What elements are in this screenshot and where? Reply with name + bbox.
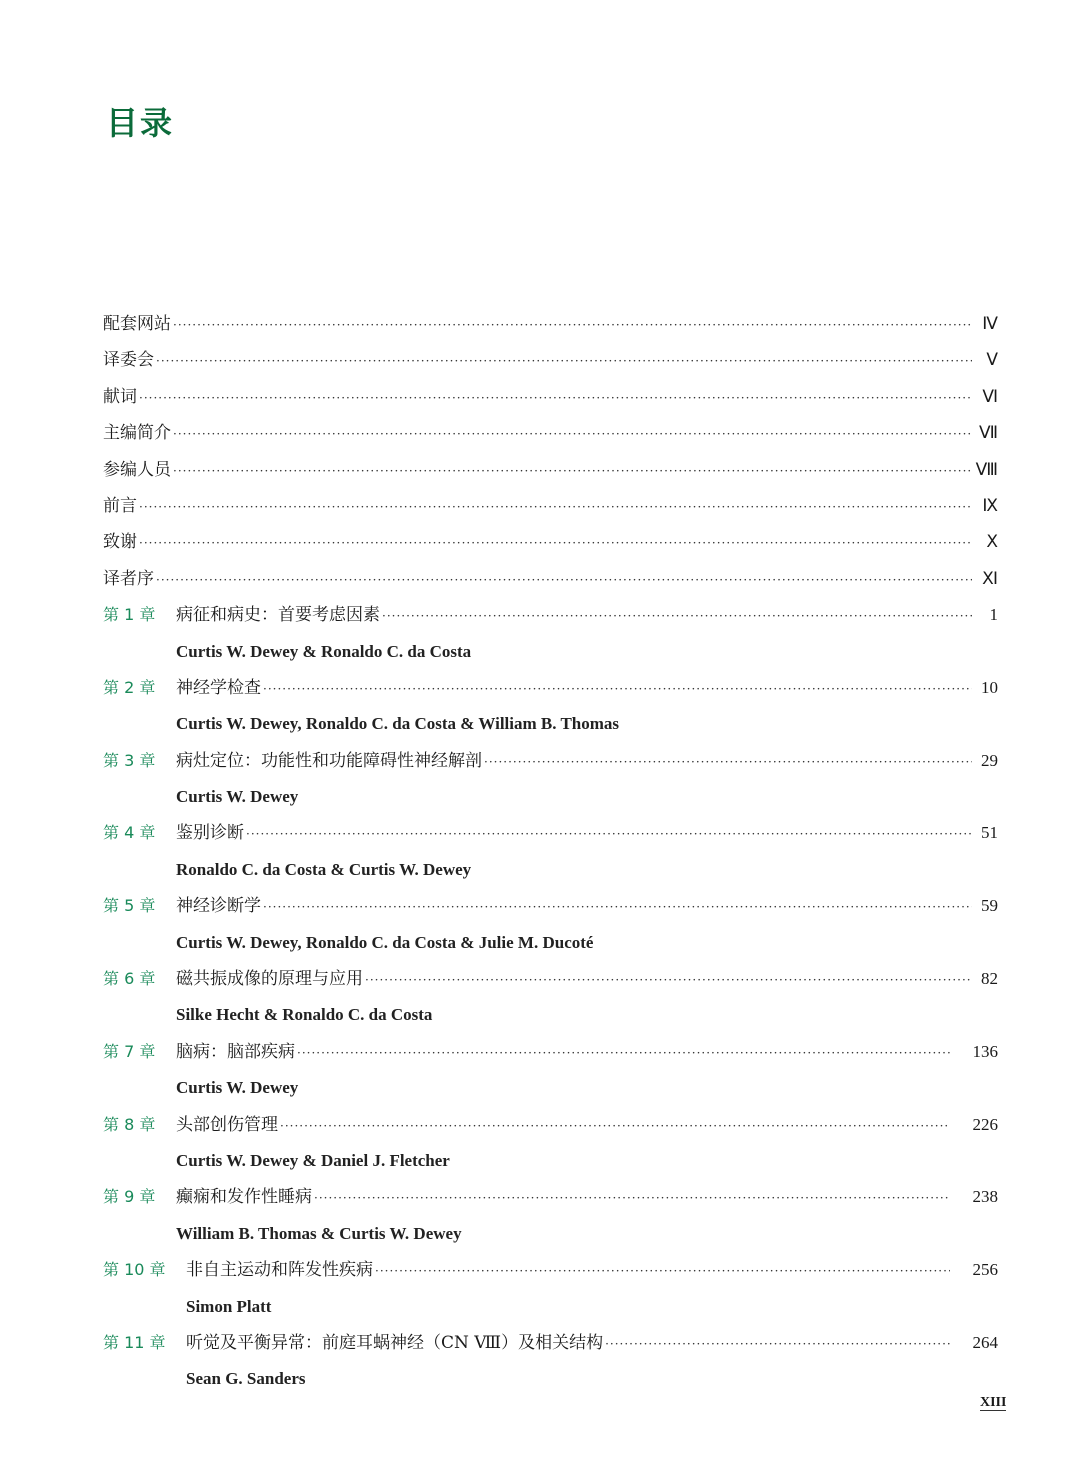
dot-leader (375, 1253, 950, 1289)
toc-chapter-8[interactable] (103, 1107, 998, 1143)
chapter-title: 磁共振成像的原理与应用 (176, 969, 363, 990)
chapter-number: 第 11 章 (103, 1332, 166, 1352)
chapter-page: 10 (981, 677, 998, 697)
toc-entry-editors[interactable] (103, 415, 998, 451)
chapter-number: 第 6 章 (103, 969, 156, 989)
dot-leader (139, 525, 972, 561)
toc-chapter-7[interactable] (103, 1034, 998, 1070)
dot-leader (605, 1326, 950, 1362)
toc-chapter-9[interactable] (103, 1179, 998, 1215)
entry-page: Ⅵ (982, 386, 998, 406)
entry-page: Ⅴ (986, 350, 998, 370)
chapter-number: 第 8 章 (103, 1114, 156, 1134)
table-of-contents (103, 306, 998, 1398)
chapter-page: 256 (972, 1260, 998, 1280)
toc-chapter-11[interactable] (103, 1325, 998, 1361)
chapter-page: 136 (972, 1041, 998, 1061)
chapter-authors: William B. Thomas & Curtis W. Dewey (176, 1223, 462, 1243)
chapter-authors: Curtis W. Dewey, Ronaldo C. da Costa & William B. Thomas (176, 714, 620, 734)
entry-page: Ⅶ (978, 423, 998, 443)
chapter-title: 脑病：脑部疾病 (176, 1041, 295, 1062)
dot-leader (263, 889, 972, 925)
dot-leader (246, 816, 972, 852)
entry-label: 献词 (103, 386, 137, 407)
chapter-title: 头部创伤管理 (176, 1114, 278, 1135)
page-title: 目录 (106, 104, 175, 142)
chapter-number: 第 3 章 (103, 750, 156, 770)
chapter-page: 29 (981, 750, 998, 770)
chapter-authors: Curtis W. Dewey (176, 787, 299, 807)
entry-page: Ⅹ (986, 532, 998, 552)
chapter-title: 鉴别诊断 (176, 823, 244, 844)
chapter-title: 病灶定位：功能性和功能障碍性神经解剖 (176, 750, 482, 771)
chapter-title: 听觉及平衡异常：前庭耳蜗神经（CN Ⅷ）及相关结构 (186, 1332, 604, 1353)
chapter-title: 非自主运动和阵发性疾病 (186, 1260, 373, 1281)
chapter-page: 51 (981, 823, 998, 843)
toc-entry-contributors[interactable] (103, 452, 998, 488)
footer-page-number: XIII (980, 1395, 1007, 1410)
entry-label: 参编人员 (103, 459, 171, 480)
chapter-authors: Curtis W. Dewey (176, 1078, 299, 1098)
dot-leader (263, 671, 972, 707)
entry-label: 译者序 (103, 568, 154, 589)
dot-leader (139, 489, 972, 525)
chapter-page: 82 (981, 969, 998, 989)
chapter-authors: Ronaldo C. da Costa & Curtis W. Dewey (176, 859, 472, 879)
dot-leader (139, 380, 972, 416)
entry-page: Ⅳ (982, 314, 998, 333)
dot-leader (280, 1108, 950, 1144)
chapter-page: 226 (972, 1114, 998, 1134)
chapter-authors: Curtis W. Dewey, Ronaldo C. da Costa & Julie M. Ducoté (176, 932, 594, 952)
toc-chapter-1[interactable] (103, 597, 998, 633)
chapter-number: 第 10 章 (103, 1260, 166, 1280)
chapter-page: 238 (972, 1187, 998, 1207)
dot-leader (382, 598, 972, 634)
chapter-authors: Simon Platt (186, 1296, 272, 1316)
dot-leader (173, 307, 972, 343)
dot-leader (173, 416, 972, 452)
chapter-title: 癫痫和发作性睡病 (176, 1187, 312, 1208)
dot-leader (484, 744, 972, 780)
entry-label: 致谢 (103, 532, 137, 553)
entry-label: 前言 (103, 495, 137, 516)
entry-label: 配套网站 (103, 314, 171, 334)
chapter-number: 第 9 章 (103, 1187, 156, 1207)
dot-leader (297, 1035, 950, 1071)
toc-entry-translator-preface[interactable] (103, 561, 998, 597)
toc-chapter-2[interactable] (103, 670, 998, 706)
entry-page: Ⅸ (982, 495, 998, 515)
chapter-number: 第 7 章 (103, 1041, 156, 1061)
chapter-authors: Silke Hecht & Ronaldo C. da Costa (176, 1005, 433, 1025)
chapter-title: 神经诊断学 (176, 896, 261, 917)
chapter-number: 第 4 章 (103, 823, 156, 843)
chapter-number: 第 2 章 (103, 677, 156, 697)
dot-leader (173, 453, 972, 489)
entry-page: Ⅷ (975, 459, 998, 479)
chapter-title: 病征和病史：首要考虑因素 (176, 605, 380, 626)
chapter-authors: Curtis W. Dewey & Ronaldo C. da Costa (176, 641, 472, 661)
chapter-number: 第 5 章 (103, 896, 156, 916)
dot-leader (314, 1180, 950, 1216)
toc-entry-committee[interactable] (103, 342, 998, 378)
chapter-page: 1 (989, 605, 998, 625)
toc-chapter-5[interactable] (103, 888, 998, 924)
toc-chapter-10[interactable] (103, 1252, 998, 1288)
entry-label: 主编简介 (103, 423, 171, 444)
toc-chapter-3[interactable] (103, 743, 998, 779)
chapter-title: 神经学检查 (176, 677, 261, 698)
entry-page: Ⅺ (982, 568, 998, 588)
entry-label: 译委会 (103, 350, 154, 371)
chapter-page: 59 (981, 896, 998, 916)
chapter-number: 第 1 章 (103, 605, 156, 625)
toc-entry-preface[interactable] (103, 488, 998, 524)
dot-leader (156, 343, 972, 379)
toc-entry-acknowledgements[interactable] (103, 524, 998, 560)
toc-entry-dedication[interactable] (103, 379, 998, 415)
chapter-authors: Curtis W. Dewey & Daniel J. Fletcher (176, 1150, 450, 1170)
dot-leader (365, 962, 972, 998)
toc-entry-website[interactable] (103, 306, 998, 342)
dot-leader (156, 562, 972, 598)
chapter-authors: Sean G. Sanders (186, 1369, 306, 1389)
toc-chapter-4[interactable] (103, 815, 998, 851)
toc-chapter-6[interactable] (103, 961, 998, 997)
chapter-page: 264 (972, 1332, 998, 1352)
